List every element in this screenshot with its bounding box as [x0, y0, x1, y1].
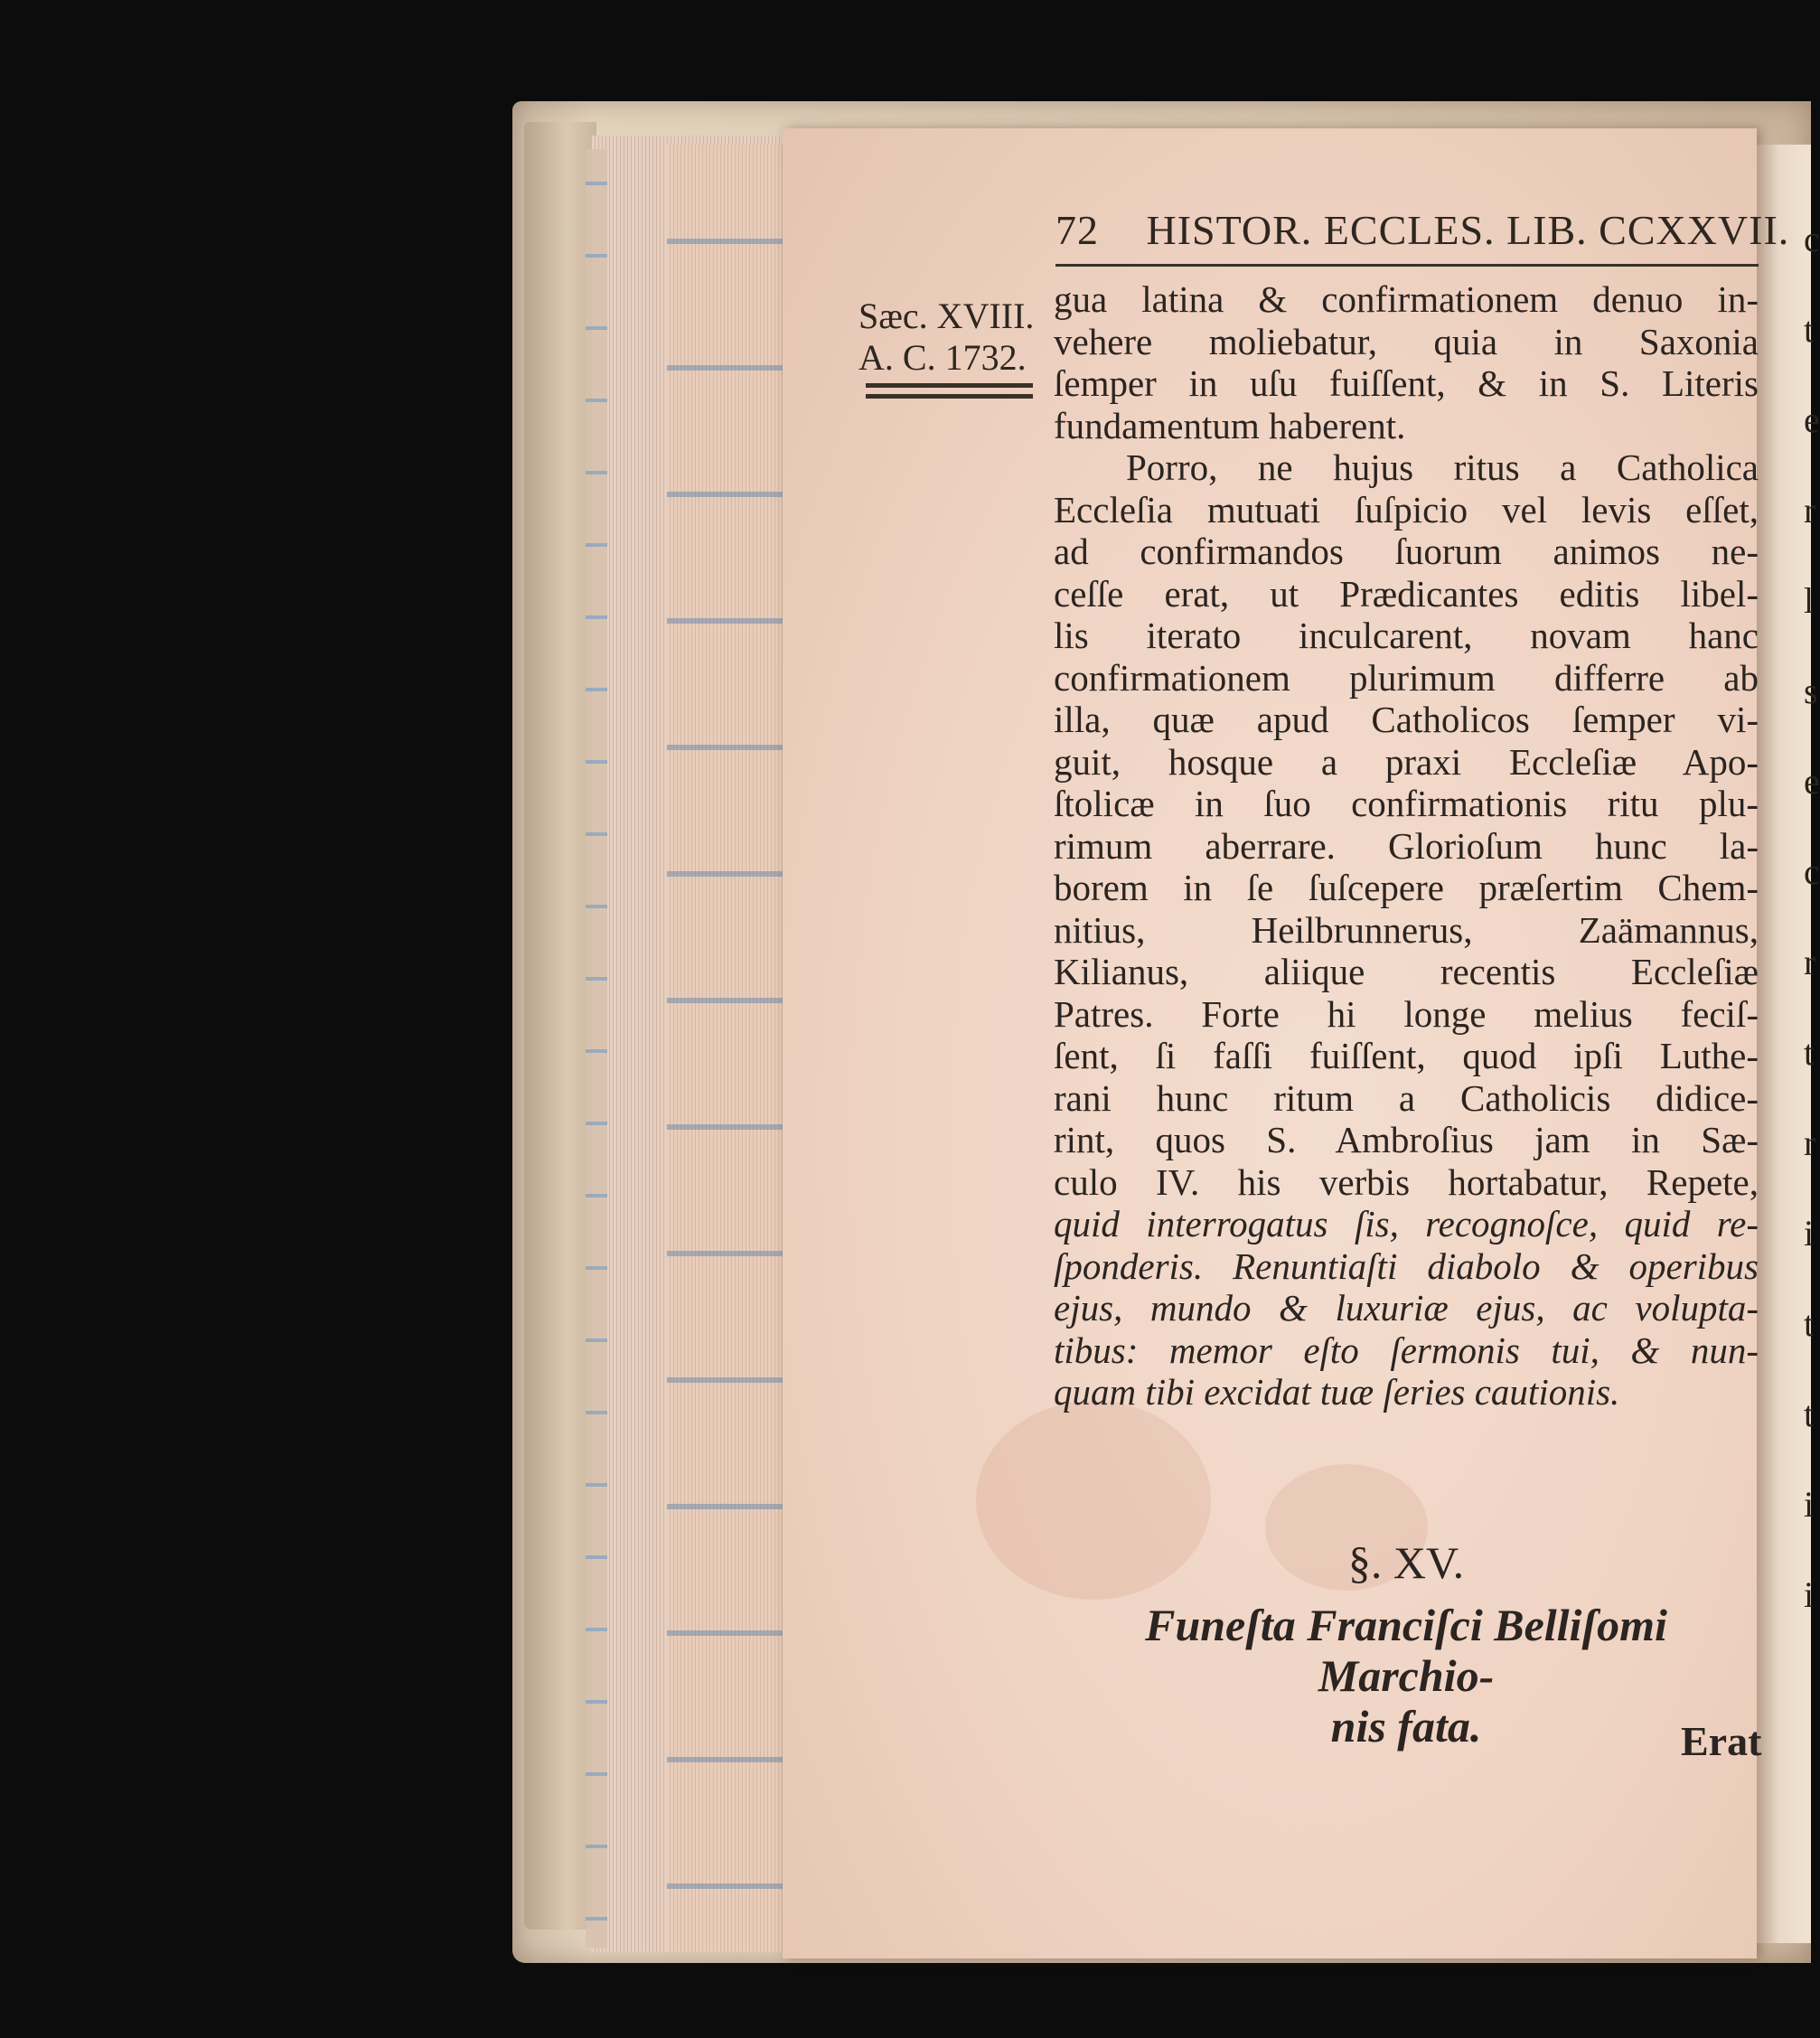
right-page-fragment: r	[1804, 490, 1816, 531]
right-page-fragment: r	[1804, 942, 1816, 982]
section-title	[1054, 1600, 1759, 1752]
right-page-fragment: t	[1804, 1303, 1815, 1344]
text-line: nitius, Heilbrunnerus, Zaämannus,	[1054, 908, 1759, 951]
text-line: gua latina & confirmationem denuo in-	[1054, 278, 1759, 320]
text-line: ad confirmandos ſuorum animos ne-	[1054, 531, 1759, 572]
text-line: Eccleſia mutuati ſuſpicio vel levis eſſet,	[1054, 488, 1759, 531]
quote-line: quid interrogatus ſis, recognoſce, quid re-	[1054, 1203, 1759, 1244]
right-page-fragment: i	[1804, 1213, 1815, 1254]
text-line: culo IV. his verbis hortabatur, Repete,	[1054, 1160, 1759, 1203]
header-rule	[1055, 264, 1759, 267]
text-line: ſtolicæ in ſuo confirmationis ritu plu-	[1054, 783, 1759, 824]
body-text	[1054, 278, 1759, 1413]
section-number: §. XV.	[1347, 1537, 1465, 1588]
quote-line: tibus: memor eſto ſermonis tui, & nun-	[1054, 1329, 1759, 1371]
text-line: rimum aberrare. Glorioſum hunc la-	[1054, 824, 1759, 867]
right-page-fragment: c	[1804, 851, 1820, 892]
page-stack-edge	[586, 149, 607, 1948]
text-line: Patres. Forte hi longe melius feciſ-	[1054, 992, 1759, 1035]
text-line: borem in ſe ſuſcepere præſertim Chem-	[1054, 867, 1759, 908]
margin-century: Sæc. XVIII.	[858, 296, 1035, 336]
running-header	[1055, 206, 1790, 254]
text-line: illa, quæ apud Catholicos ſemper vi-	[1054, 699, 1759, 740]
right-page-edge	[1757, 145, 1811, 1943]
right-page-fragment: r	[1804, 1122, 1816, 1163]
text-line: rani hunc ritum a Catholicis didice-	[1054, 1076, 1759, 1119]
margin-double-rule	[866, 383, 1033, 388]
running-title: HISTOR. ECCLES. LIB. CCXXVII.	[1146, 207, 1790, 253]
right-page-fragment: i	[1804, 1574, 1815, 1615]
text-line: Kilianus, aliique recentis Eccleſiæ	[1054, 951, 1759, 992]
right-page-fragment: e	[1804, 761, 1820, 802]
right-page-fragment: i	[1804, 1484, 1815, 1525]
right-page-fragment: c	[1804, 219, 1820, 259]
text-line: ſent, ſi faſſi fuiſſent, quod ipſi Luthe-	[1054, 1035, 1759, 1076]
text-line: fundamentum haberent.	[1054, 404, 1406, 446]
right-page-fragment: e	[1804, 399, 1820, 440]
text-line: lis iterato inculcarent, novam hanc	[1054, 615, 1759, 656]
section-title-line: Funeſta Franciſci Belliſomi Marchio-	[1145, 1600, 1667, 1701]
right-page-fragment: l	[1804, 580, 1815, 621]
quote-line: quam tibi excidat tuæ ſeries cautionis.	[1054, 1371, 1620, 1413]
catchword: Erat	[1681, 1718, 1762, 1764]
text-line: ſemper in uſu fuiſſent, & in S. Literis	[1054, 362, 1759, 404]
text-line: rint, quos S. Ambroſius jam in Sæ-	[1054, 1119, 1759, 1160]
fore-edge-sprinkle	[667, 145, 783, 1952]
margin-year: A. C. 1732.	[858, 337, 1027, 378]
right-page-fragment: t	[1804, 1032, 1815, 1073]
text-line: vehere moliebatur, quia in Saxonia	[1054, 320, 1759, 362]
right-page-fragment: t	[1804, 1394, 1815, 1434]
section-title-line: nis fata.	[1330, 1701, 1482, 1752]
right-page-fragment: s	[1804, 671, 1818, 711]
right-page-fragment: t	[1804, 309, 1815, 350]
text-line: guit, hosque a praxi Eccleſiæ Apo-	[1054, 740, 1759, 783]
margin-double-rule	[866, 394, 1033, 399]
text-line: confirmationem plurimum differre ab	[1054, 656, 1759, 699]
quote-line: ſponderis. Renuntiaſti diabolo & operibus	[1054, 1244, 1759, 1287]
text-line: ceſſe erat, ut Prædicantes editis libel-	[1054, 572, 1759, 615]
page-number: 72	[1055, 207, 1099, 253]
quote-line: ejus, mundo & luxuriæ ejus, ac volupta-	[1054, 1287, 1759, 1329]
text-line: Porro, ne hujus ritus a Catholica	[1126, 446, 1759, 488]
